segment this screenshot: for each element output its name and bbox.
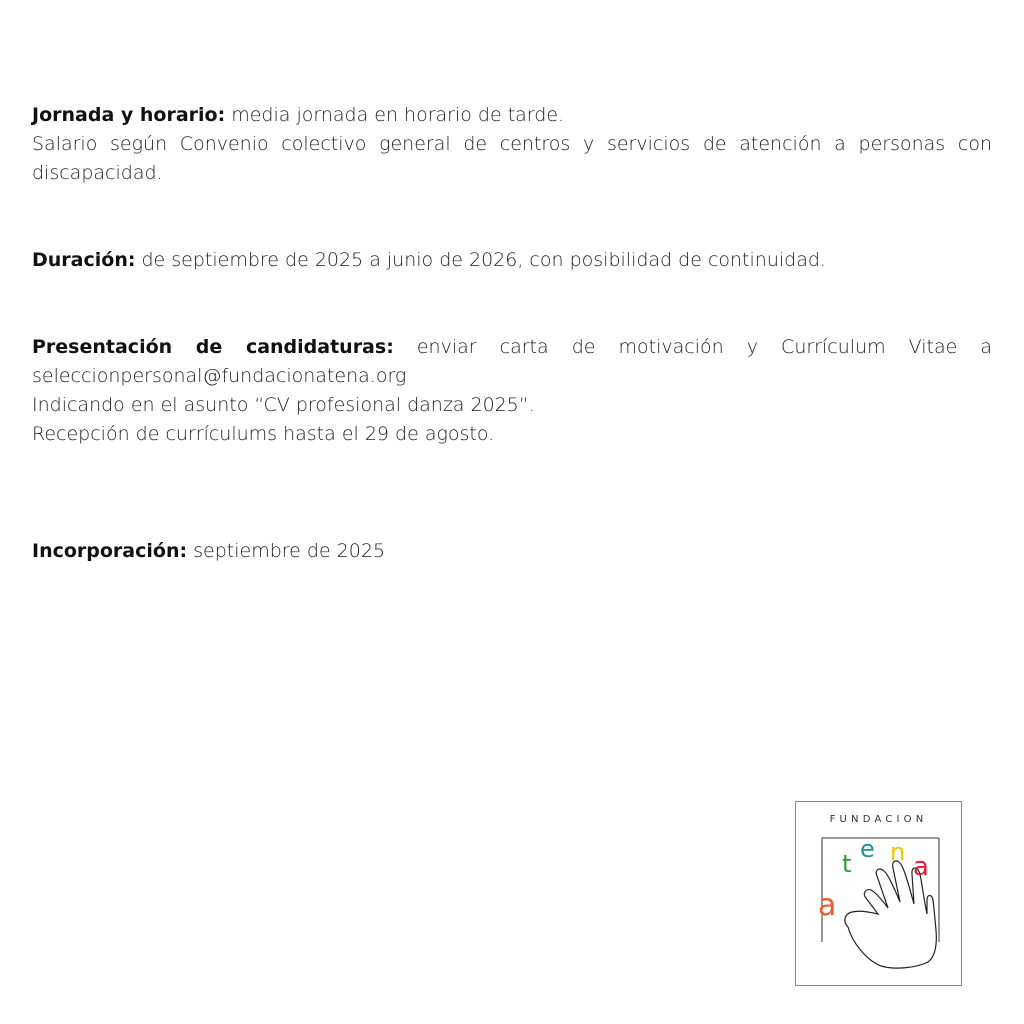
incorporacion-text: septiembre de 2025	[187, 540, 386, 562]
logo-letter-a-first: a	[818, 888, 837, 923]
email-link[interactable]: seleccionpersonal@fundacionatena.org	[32, 365, 407, 387]
logo-letter-e: e	[860, 835, 875, 863]
presentacion-label: Presentación de candidaturas:	[32, 336, 394, 358]
recepcion-text: Recepción de currículums hasta el 29 de agosto.	[32, 423, 495, 445]
jornada-section	[32, 101, 992, 188]
duracion-section	[32, 246, 992, 275]
asunto-text: Indicando en el asunto “CV profesional danza 2025”.	[32, 394, 535, 416]
jornada-text: media jornada en horario de tarde.	[225, 104, 565, 126]
hand-icon	[796, 802, 963, 987]
salario-line-2: discapacidad.	[32, 162, 163, 184]
presentacion-section	[32, 333, 992, 449]
fundacion-atena-logo	[795, 801, 962, 986]
logo-letter-a-last: a	[913, 852, 929, 882]
logo-title: FUNDACION	[829, 814, 928, 825]
salario-line-1: Salario según Convenio colectivo general de centros y servicios de atención a personas con	[32, 133, 992, 155]
incorporacion-section	[32, 537, 992, 566]
presentacion-text: enviar carta de motivación y Currículum Vitae a	[393, 336, 992, 358]
duracion-label: Duración:	[32, 249, 136, 271]
presentacion-first-line	[32, 333, 992, 362]
logo-letter-t: t	[842, 850, 852, 878]
incorporacion-label: Incorporación:	[32, 540, 188, 562]
job-offer-details	[32, 101, 992, 566]
logo-letter-n: n	[890, 838, 906, 866]
duracion-text: de septiembre de 2025 a junio de 2026, con posibilidad de continuidad.	[135, 249, 826, 271]
jornada-label: Jornada y horario:	[32, 104, 226, 126]
